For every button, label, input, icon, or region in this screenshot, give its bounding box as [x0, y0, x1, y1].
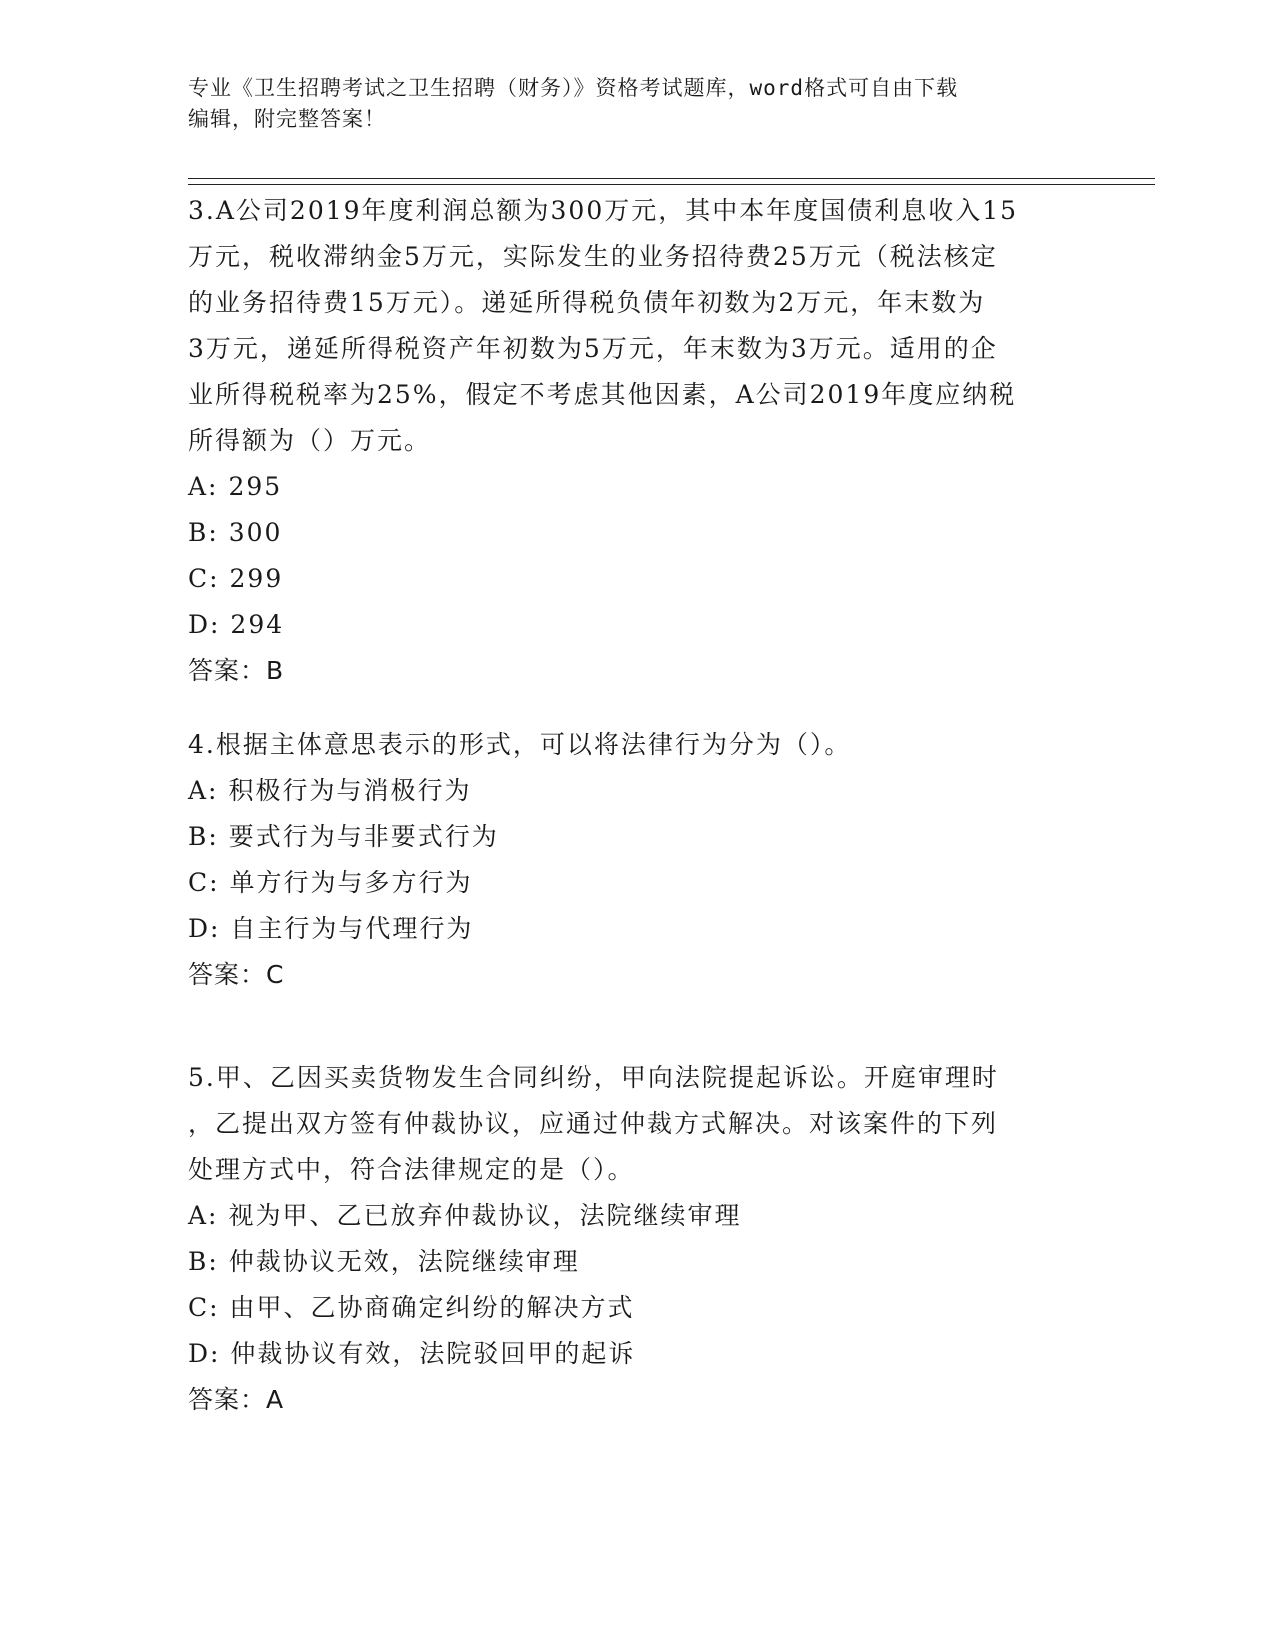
question-5-option-b — [188, 1239, 1088, 1285]
option-text: 单方行为与多方行为 — [229, 868, 473, 897]
question-3-option-c — [188, 556, 1088, 602]
question-3-line-1: 3.A公司2019年度利润总额为300万元，其中本年度国债利息收入15 — [188, 196, 1019, 225]
question-5 — [188, 1055, 1088, 1423]
option-text: 积极行为与消极行为 — [228, 776, 472, 805]
question-3-line-5: 业所得税税率为25%，假定不考虑其他因素，A公司2019年度应纳税 — [188, 380, 1017, 409]
option-text: 视为甲、乙已放弃仲裁协议，法院继续审理 — [228, 1201, 742, 1230]
option-letter: C: — [188, 868, 220, 897]
question-3-option-d — [188, 602, 1088, 648]
question-3-line-6: 所得额为（）万元。 — [188, 426, 432, 455]
option-letter: D: — [188, 610, 221, 639]
question-3-option-b — [188, 510, 1088, 556]
option-text: 299 — [229, 564, 284, 593]
question-5-line-1: 5.甲、乙因买卖货物发生合同纠纷，甲向法院提起诉讼。开庭审理时 — [188, 1063, 999, 1092]
option-text: 仲裁协议有效，法院驳回甲的起诉 — [230, 1339, 636, 1368]
question-4-option-d — [188, 906, 1088, 952]
question-5-option-d — [188, 1331, 1088, 1377]
question-3-answer: 答案：B — [188, 656, 285, 685]
option-letter: C: — [188, 564, 220, 593]
document-header — [188, 73, 1068, 135]
question-5-line-3: 处理方式中，符合法律规定的是（）。 — [188, 1155, 635, 1184]
question-3-option-a — [188, 464, 1088, 510]
question-3-line-4: 3万元，递延所得税资产年初数为5万元，年末数为3万元。适用的企 — [188, 334, 998, 363]
option-letter: B: — [188, 518, 219, 547]
question-4-option-c — [188, 860, 1088, 906]
question-5-answer: 答案：A — [188, 1385, 285, 1414]
question-4-option-a — [188, 768, 1088, 814]
question-3 — [188, 188, 1088, 694]
option-letter: D: — [188, 914, 221, 943]
option-text: 由甲、乙协商确定纠纷的解决方式 — [229, 1293, 635, 1322]
question-5-option-a — [188, 1193, 1088, 1239]
header-line-2: 编辑，附完整答案！ — [188, 107, 386, 131]
option-letter: A: — [188, 1201, 219, 1230]
option-text: 295 — [228, 472, 283, 501]
option-text: 要式行为与非要式行为 — [228, 822, 499, 851]
question-5-line-2: ，乙提出双方签有仲裁协议，应通过仲裁方式解决。对该案件的下列 — [188, 1109, 999, 1138]
option-text: 300 — [228, 518, 283, 547]
option-letter: D: — [188, 1339, 221, 1368]
option-text: 自主行为与代理行为 — [230, 914, 474, 943]
question-4 — [188, 722, 1088, 998]
header-line-1: 专业《卫生招聘考试之卫生招聘（财务）》资格考试题库，word格式可自由下载 — [188, 76, 959, 100]
option-text: 294 — [230, 610, 285, 639]
header-divider-top — [188, 178, 1155, 179]
question-4-answer: 答案：C — [188, 960, 285, 989]
option-letter: A: — [188, 472, 219, 501]
question-4-line-1: 4.根据主体意思表示的形式，可以将法律行为分为（）。 — [188, 730, 852, 759]
question-3-line-2: 万元，税收滞纳金5万元，实际发生的业务招待费25万元（税法核定 — [188, 242, 998, 271]
question-5-option-c — [188, 1285, 1088, 1331]
option-letter: C: — [188, 1293, 220, 1322]
option-letter: A: — [188, 776, 219, 805]
question-4-option-b — [188, 814, 1088, 860]
option-letter: B: — [188, 1247, 219, 1276]
header-divider-bottom — [188, 184, 1155, 185]
option-letter: B: — [188, 822, 219, 851]
question-3-line-3: 的业务招待费15万元）。递延所得税负债年初数为2万元，年末数为 — [188, 288, 986, 317]
option-text: 仲裁协议无效，法院继续审理 — [228, 1247, 580, 1276]
